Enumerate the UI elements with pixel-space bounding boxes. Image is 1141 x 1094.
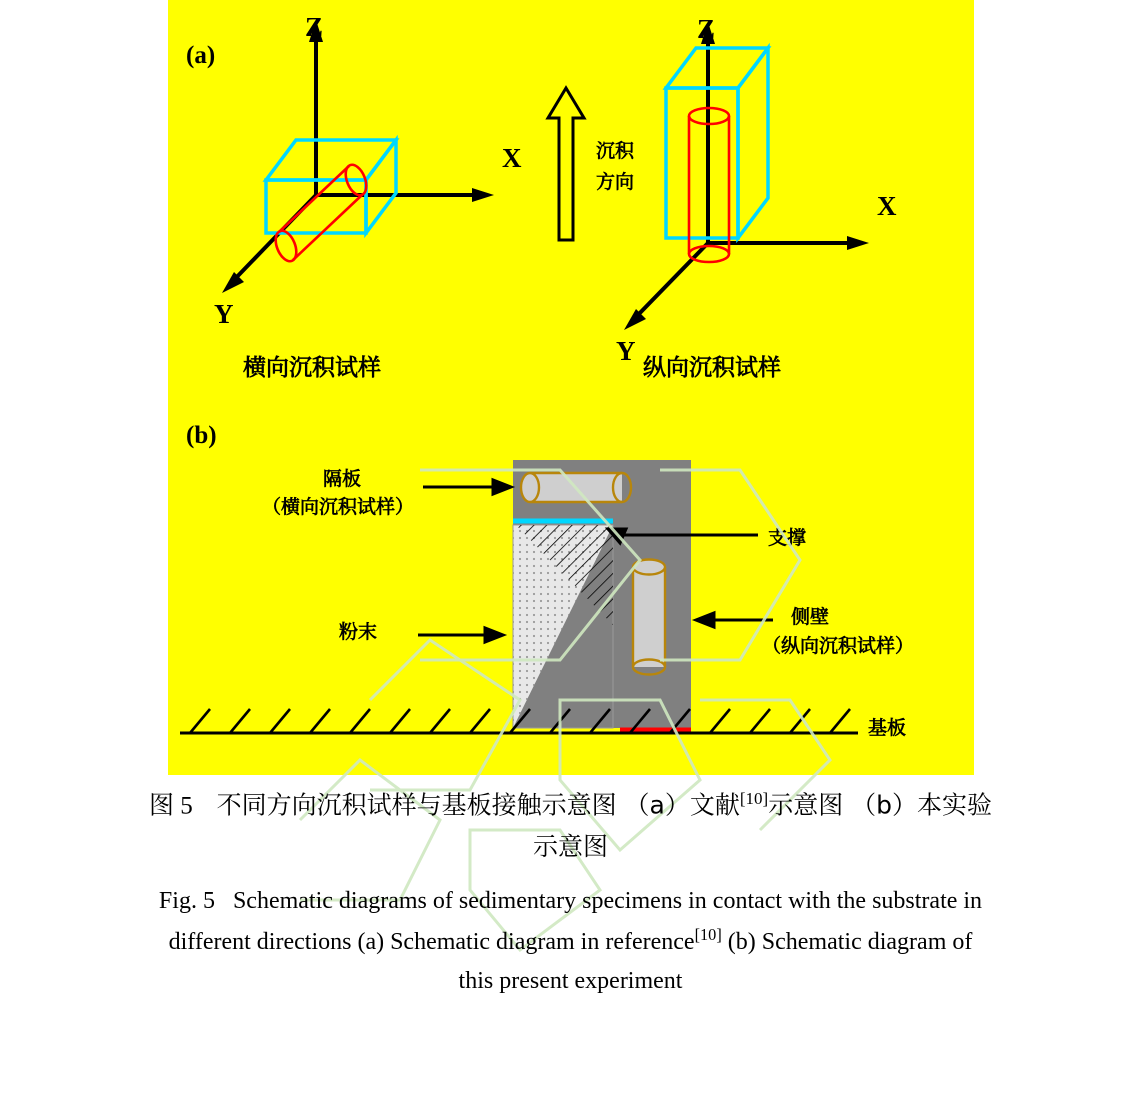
caption-cn-reference-marker: [10] <box>739 789 769 808</box>
left-axis-z-label: Z <box>305 12 324 42</box>
caption-en-reference-marker: [10] <box>694 925 722 945</box>
panel-a-tag: (a) <box>186 42 216 69</box>
deposition-direction-arrow <box>548 88 584 240</box>
caption-cn-line1-tail: 示意图 （b）本实验 <box>768 790 993 820</box>
sidewall-label-line2: （纵向沉积试样） <box>762 635 915 657</box>
caption-en-line3: this present experiment <box>458 968 683 995</box>
sidewall-cylinder <box>633 560 665 675</box>
left-cylinder <box>272 162 371 264</box>
right-specimen-box <box>666 48 768 238</box>
caption-en-figure-number: Fig. 5 <box>158 887 215 914</box>
partition-label-line1: 隔板 <box>323 468 362 490</box>
caption-en-line1-text: Schematic diagrams of sedimentary specimens in contact with the substrate in <box>232 887 983 914</box>
support-label: 支撑 <box>768 527 807 549</box>
left-axis-x-arrow <box>472 188 494 202</box>
panel-b-tag: (b) <box>186 422 217 449</box>
substrate-label: 基板 <box>868 717 907 739</box>
right-axis-y-line <box>633 243 708 320</box>
left-specimen-caption: 横向沉积试样 <box>243 355 381 381</box>
caption-cn-line2: 示意图 <box>532 832 608 862</box>
caption-en-line2 <box>0 922 1141 961</box>
panel-b-drawing <box>168 445 974 775</box>
deposition-direction-line2: 方向 <box>596 171 635 193</box>
right-axis-x-label: X <box>877 191 897 221</box>
caption-en-line1 <box>0 883 1141 920</box>
caption-cn-line1-text: 不同方向沉积试样与基板接触示意图 （a）文献 <box>216 790 740 820</box>
caption-en-line2b: (b) Schematic diagram of <box>721 929 973 956</box>
caption-en-line2a: different directions (a) Schematic diagram in reference <box>168 929 695 956</box>
panel-a-drawing <box>168 0 974 400</box>
right-specimen-caption: 纵向沉积试样 <box>643 355 781 381</box>
caption-cn-line1 <box>0 786 1141 826</box>
right-axis-z-label: Z <box>697 14 716 44</box>
deposition-direction-line1: 沉积 <box>596 140 635 162</box>
left-axis-x-label: X <box>502 143 522 173</box>
partition-label-line2: （横向沉积试样） <box>262 496 415 518</box>
partition-cylinder <box>521 473 631 502</box>
left-axis-y-label: Y <box>214 299 234 329</box>
powder-label: 粉末 <box>339 621 378 643</box>
right-axis-y-label: Y <box>616 336 636 366</box>
figure-panel <box>168 0 974 775</box>
left-specimen-box <box>266 140 396 233</box>
sidewall-label-line1: 侧壁 <box>791 606 830 628</box>
caption-cn-figure-number: 图 5 <box>148 792 193 820</box>
right-axis-x-arrow <box>847 236 869 250</box>
caption-block <box>0 782 1141 1000</box>
